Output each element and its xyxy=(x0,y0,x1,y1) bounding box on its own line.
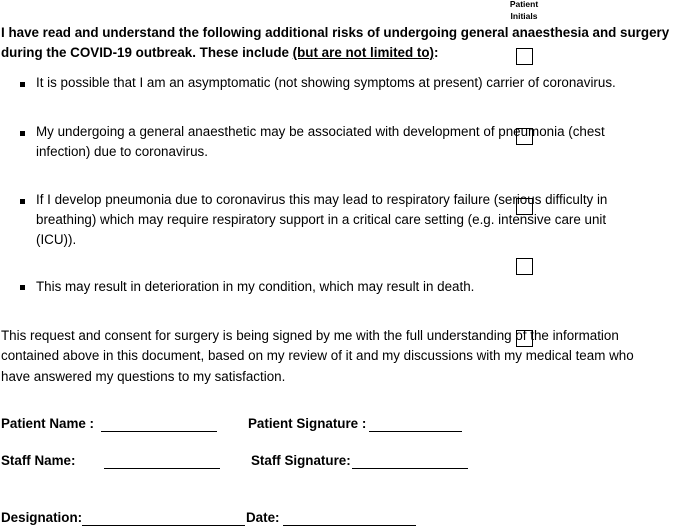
designation-label: Designation: xyxy=(1,510,83,525)
patient-name-label: Patient Name : xyxy=(1,416,95,431)
bullet-icon xyxy=(20,82,25,87)
initials-column-header xyxy=(500,0,548,22)
patient-signature-label: Patient Signature : xyxy=(248,416,367,431)
bullet-icon xyxy=(20,131,25,136)
initials-header-line1: Patient xyxy=(509,0,539,9)
staff-signature-field[interactable] xyxy=(352,468,468,469)
bullet-icon xyxy=(20,285,25,290)
risk-3-line-1: If I develop pneumonia due to coronavirus this may lead to respiratory failure (serious difficulty in xyxy=(36,192,608,207)
risk-2-line-1: My undergoing a general anaesthetic may be associated with development of pneumonia (chest xyxy=(36,124,605,139)
consent-line-3: have answered my questions to my satisfaction. xyxy=(1,369,286,384)
consent-line-1: This request and consent for surgery is being signed by me with the full understanding of the information xyxy=(1,328,619,343)
date-field[interactable] xyxy=(283,525,416,526)
consent-line-2: contained above in this document, based on my review of it and my discussions with my medical team who xyxy=(1,348,634,363)
initials-checkbox-4[interactable] xyxy=(516,258,533,275)
initials-header-line2: Initials xyxy=(510,11,538,21)
staff-name-label: Staff Name: xyxy=(1,453,76,468)
designation-field[interactable] xyxy=(82,525,245,526)
staff-signature-label: Staff Signature: xyxy=(251,453,351,468)
patient-name-field[interactable] xyxy=(101,431,217,432)
staff-name-field[interactable] xyxy=(104,468,220,469)
intro-line2-underlined: (but are not limited to) xyxy=(292,45,435,60)
bullet-icon xyxy=(20,199,25,204)
risk-2-line-2: infection) due to coronavirus. xyxy=(36,144,208,159)
intro-line2 xyxy=(1,45,438,60)
risk-3-line-3: (ICU)). xyxy=(36,232,77,247)
risk-1-line-1: It is possible that I am an asymptomatic (not showing symptoms at present) carrier of coronavirus. xyxy=(36,75,616,90)
risk-4-line-1: This may result in deterioration in my condition, which may result in death. xyxy=(36,279,475,294)
risk-3-line-2: breathing) which may require respiratory support in a critical care setting (e.g. intensive care unit xyxy=(36,212,607,227)
intro-line2-prefix: during the COVID-19 outbreak. These include xyxy=(1,45,293,60)
intro-line2-suffix: : xyxy=(434,45,439,60)
intro-line1: I have read and understand the following additional risks of undergoing general anaesthesia and surgery xyxy=(1,25,670,40)
patient-signature-field[interactable] xyxy=(369,431,462,432)
initials-checkbox-1[interactable] xyxy=(516,48,533,65)
date-label: Date: xyxy=(246,510,280,525)
